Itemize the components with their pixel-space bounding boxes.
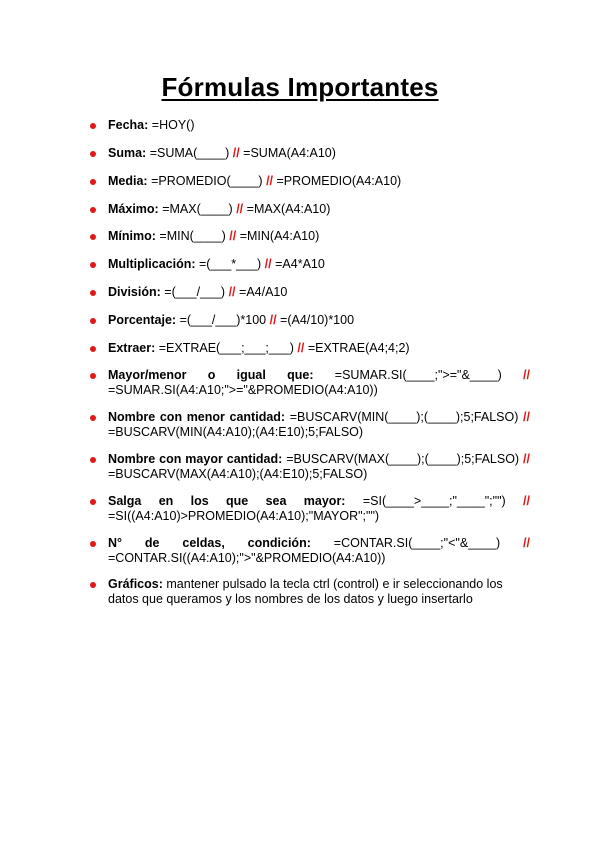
item-formula: =SUMA(____) — [149, 146, 230, 160]
separator: // — [523, 368, 530, 382]
bullet-icon — [90, 415, 96, 421]
item-formula: mantener pulsado la tecla ctrl (control) e ir seleccionando los datos que queramos y los nombres de los datos y luego insertarlo — [108, 577, 503, 606]
item-label: Porcentaje: — [108, 313, 177, 327]
item-example: =MAX(A4:A10) — [246, 202, 331, 216]
list-item — [90, 577, 530, 607]
separator: // — [266, 174, 274, 188]
list-item — [90, 313, 530, 328]
item-example: =(A4/10)*100 — [280, 313, 355, 327]
item-formula: =EXTRAE(___;___;___) — [158, 341, 294, 355]
item-label: Suma: — [108, 146, 147, 160]
bullet-icon — [90, 262, 96, 268]
bullet-icon — [90, 318, 96, 324]
item-formula: =(___/___) — [164, 285, 226, 299]
item-example: =A4*A10 — [275, 257, 325, 271]
separator: // — [236, 202, 244, 216]
separator: // — [232, 146, 240, 160]
bullet-icon — [90, 179, 96, 185]
item-label: Media: — [108, 174, 148, 188]
item-formula: =HOY() — [151, 118, 195, 132]
item-label: Salga en los que sea mayor: — [108, 494, 346, 508]
bullet-icon — [90, 123, 96, 129]
separator: // — [229, 229, 237, 243]
item-example: =PROMEDIO(A4:A10) — [276, 174, 402, 188]
item-formula: =PROMEDIO(____) — [151, 174, 263, 188]
bullet-icon — [90, 290, 96, 296]
item-label: Fecha: — [108, 118, 149, 132]
item-formula: =(___*___) — [198, 257, 262, 271]
separator: // — [228, 285, 236, 299]
bullet-icon — [90, 582, 96, 588]
bullet-icon — [90, 373, 96, 379]
list-item — [90, 174, 530, 189]
list-item — [90, 341, 530, 356]
item-formula: =MIN(____) — [159, 229, 226, 243]
list-item — [90, 368, 530, 398]
item-label: División: — [108, 285, 161, 299]
separator: // — [523, 536, 530, 550]
item-example: =SI((A4:A10)>PROMEDIO(A4:A10);"MAYOR";"") — [108, 509, 380, 523]
separator: // — [523, 410, 530, 424]
list-item — [90, 229, 530, 244]
item-formula: =SUMAR.SI(____;">="&____) — [334, 368, 502, 382]
item-label: Mínimo: — [108, 229, 156, 243]
item-example: =MIN(A4:A10) — [239, 229, 320, 243]
item-example: =BUSCARV(MAX(A4:A10);(A4:E10);5;FALSO) — [108, 467, 368, 481]
list-item — [90, 452, 530, 482]
separator: // — [523, 494, 530, 508]
item-label: Máximo: — [108, 202, 159, 216]
item-example: =CONTAR.SI((A4:A10);">"&PROMEDIO(A4:A10)) — [108, 551, 386, 565]
list-item — [90, 257, 530, 272]
list-item — [90, 494, 530, 524]
list-item — [90, 536, 530, 566]
item-label: Mayor/menor o igual que: — [108, 368, 314, 382]
item-formula: =CONTAR.SI(____;"<"&____) — [333, 536, 501, 550]
item-formula: =BUSCARV(MIN(____);(____);5;FALSO) — [289, 410, 519, 424]
list-item — [90, 146, 530, 161]
item-example: =BUSCARV(MIN(A4:A10);(A4:E10);5;FALSO) — [108, 425, 364, 439]
item-formula: =MAX(____) — [162, 202, 233, 216]
separator: // — [264, 257, 272, 271]
page-title: Fórmulas Importantes — [161, 72, 439, 102]
item-label: Multiplicación: — [108, 257, 196, 271]
item-example: =EXTRAE(A4;4;2) — [307, 341, 410, 355]
bullet-icon — [90, 207, 96, 213]
list-item — [90, 410, 530, 440]
list-item — [90, 202, 530, 217]
item-example: =SUMAR.SI(A4:A10;">="&PROMEDIO(A4:A10)) — [108, 383, 378, 397]
bullet-icon — [90, 151, 96, 157]
bullet-icon — [90, 346, 96, 352]
list-item — [90, 285, 530, 300]
list-item — [90, 118, 530, 133]
item-formula: =(___/___)*100 — [179, 313, 267, 327]
bullet-icon — [90, 234, 96, 240]
bullet-icon — [90, 499, 96, 505]
item-example: =A4/A10 — [239, 285, 288, 299]
separator: // — [523, 452, 530, 466]
bullet-icon — [90, 457, 96, 463]
item-label: Nombre con mayor cantidad: — [108, 452, 283, 466]
separator: // — [297, 341, 305, 355]
item-formula: =SI(____>____;"____";"") — [362, 494, 506, 508]
separator: // — [269, 313, 277, 327]
item-label: Nombre con menor cantidad: — [108, 410, 286, 424]
bullet-icon — [90, 541, 96, 547]
item-label: N° de celdas, condición: — [108, 536, 311, 550]
item-example: =SUMA(A4:A10) — [243, 146, 336, 160]
item-label: Extraer: — [108, 341, 156, 355]
item-label: Gráficos: — [108, 577, 163, 591]
item-formula: =BUSCARV(MAX(____);(____);5;FALSO) — [286, 452, 520, 466]
